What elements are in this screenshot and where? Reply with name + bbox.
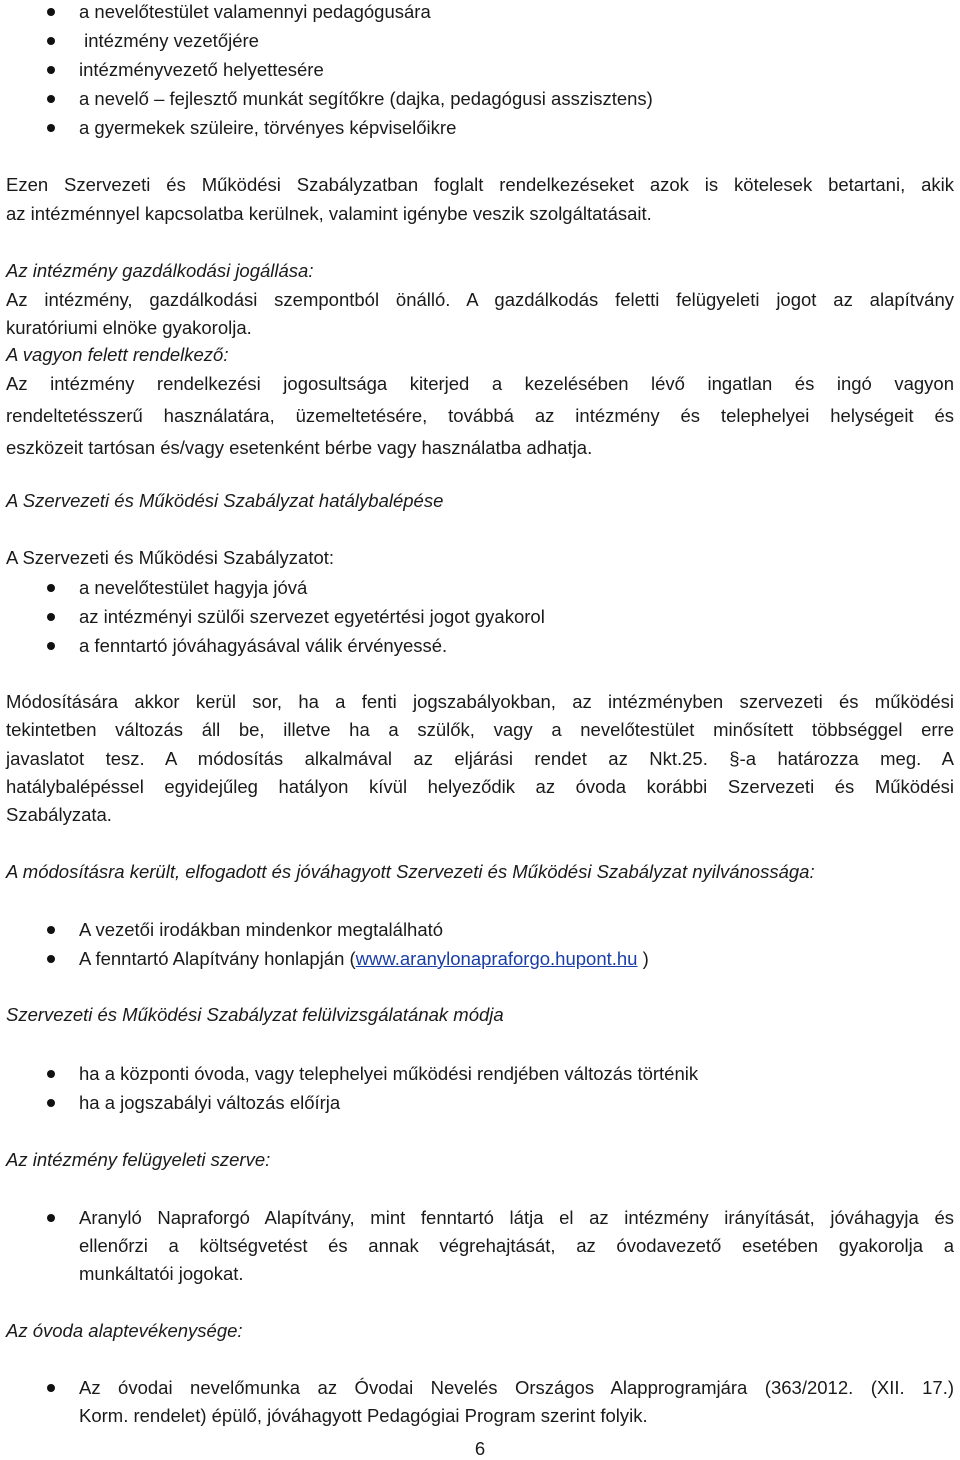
- list-item: Az óvodai nevelőmunka az Óvodai Nevelés Országos Alapprogramjára (363/2012. (XII. 17.): [79, 1379, 954, 1398]
- bullet-icon: [47, 124, 55, 132]
- paragraph-line: Szabályzata.: [6, 804, 112, 825]
- list-item: ha a jogszabályi változás előírja: [79, 1094, 954, 1113]
- list-item: az intézményi szülői szervezet egyetértési jogot gyakorol: [79, 608, 954, 627]
- list-item: A vezetői irodákban mindenkor megtalálható: [79, 921, 954, 940]
- intro-line: Ezen Szervezeti és Működési Szabályzatban foglalt rendelkezéseket azok is kötelesek betartani, akik: [6, 174, 954, 195]
- paragraph-line: A Szervezeti és Működési Szabályzatot:: [6, 547, 335, 568]
- list-item: Aranyló Napraforgó Alapítvány, mint fenntartó látja el az intézmény irányítását, jóváhagyja és: [79, 1209, 954, 1228]
- list-item: ha a központi óvoda, vagy telephelyei működési rendjében változás történik: [79, 1065, 954, 1084]
- bullet-icon: [47, 66, 55, 74]
- bullet-icon: [47, 613, 55, 621]
- list-item-continuation: munkáltatói jogokat.: [79, 1263, 244, 1284]
- list-item-continuation: Korm. rendelet) épülő, jóváhagyott Pedagógiai Program szerint folyik.: [79, 1405, 648, 1426]
- list-item: a nevelőtestület valamennyi pedagógusára: [79, 3, 954, 22]
- bullet-icon: [47, 1099, 55, 1107]
- list-item: intézmény vezetőjére: [79, 32, 954, 51]
- section-heading: A vagyon felett rendelkező:: [6, 344, 229, 365]
- bullet-icon: [47, 1384, 55, 1392]
- list-item-continuation: ellenőrzi a költségvetést és annak végrehajtását, az óvodavezető esetében gyakorolja a: [79, 1235, 954, 1256]
- section-heading: Az intézmény gazdálkodási jogállása:: [6, 260, 314, 281]
- list-item: A fenntartó Alapítvány honlapján (www.aranylonapraforgo.hupont.hu ): [79, 950, 954, 969]
- paragraph-line: Módosítására akkor kerül sor, ha a fenti jogszabályokban, az intézményben szervezeti és működési: [6, 691, 954, 712]
- bullet-icon: [47, 642, 55, 650]
- list-item: a fenntartó jóváhagyásával válik érvényessé.: [79, 637, 954, 656]
- paragraph-line: javaslatot tesz. A módosítás alkalmával az eljárási rendet az Nkt.25. §-a határozza meg. A: [6, 748, 954, 769]
- bullet-icon: [47, 1214, 55, 1222]
- section-heading: Az intézmény felügyeleti szerve:: [6, 1149, 271, 1170]
- intro-line: az intézménnyel kapcsolatba kerülnek, valamint igénybe veszik szolgáltatásait.: [6, 203, 652, 224]
- foundation-website-link[interactable]: www.aranylonapraforgo.hupont.hu: [355, 948, 638, 969]
- list-item: a nevelő – fejlesztő munkát segítőkre (dajka, pedagógusi asszisztens): [79, 90, 954, 109]
- bullet-icon: [47, 926, 55, 934]
- section-heading: Szervezeti és Működési Szabályzat felülvizsgálatának módja: [6, 1004, 504, 1025]
- bullet-icon: [47, 584, 55, 592]
- paragraph-line: kuratóriumi elnöke gyakorolja.: [6, 317, 252, 338]
- paragraph-line: Az intézmény, gazdálkodási szempontból önálló. A gazdálkodás feletti felügyeleti jogot az alapítvány: [6, 289, 954, 310]
- bullet-icon: [47, 37, 55, 45]
- list-item: a nevelőtestület hagyja jóvá: [79, 579, 954, 598]
- list-item: intézményvezető helyettesére: [79, 61, 954, 80]
- section-heading: Az óvoda alaptevékenysége:: [6, 1320, 243, 1341]
- bullet-icon: [47, 1070, 55, 1078]
- section-heading: A módosításra került, elfogadott és jóváhagyott Szervezeti és Működési Szabályzat nyilvánossága:: [6, 861, 815, 882]
- bullet-icon: [47, 95, 55, 103]
- paragraph-line: eszközeit tartósan és/vagy esetenként bérbe vagy használatba adhatja.: [6, 437, 593, 458]
- paragraph-line: tekintetben változás áll be, illetve ha a szülők, vagy a nevelőtestület minősített többséggel erre: [6, 719, 954, 740]
- section-heading: A Szervezeti és Működési Szabályzat hatálybalépése: [6, 490, 444, 511]
- bullet-icon: [47, 955, 55, 963]
- paragraph-line: rendeltetésszerű használatára, üzemeltetésére, továbbá az intézmény és telephelyei helységeit és: [6, 405, 954, 426]
- page-number: 6: [474, 1438, 486, 1459]
- bullet-icon: [47, 8, 55, 16]
- paragraph-line: Az intézmény rendelkezési jogosultsága kiterjed a kezelésében lévő ingatlan és ingó vagyon: [6, 373, 954, 394]
- list-item: a gyermekek szüleire, törvényes képviselőikre: [79, 119, 954, 138]
- paragraph-line: hatálybalépéssel egyidejűleg hatályon kívül helyeződik az óvoda korábbi Szervezeti és Működési: [6, 776, 954, 797]
